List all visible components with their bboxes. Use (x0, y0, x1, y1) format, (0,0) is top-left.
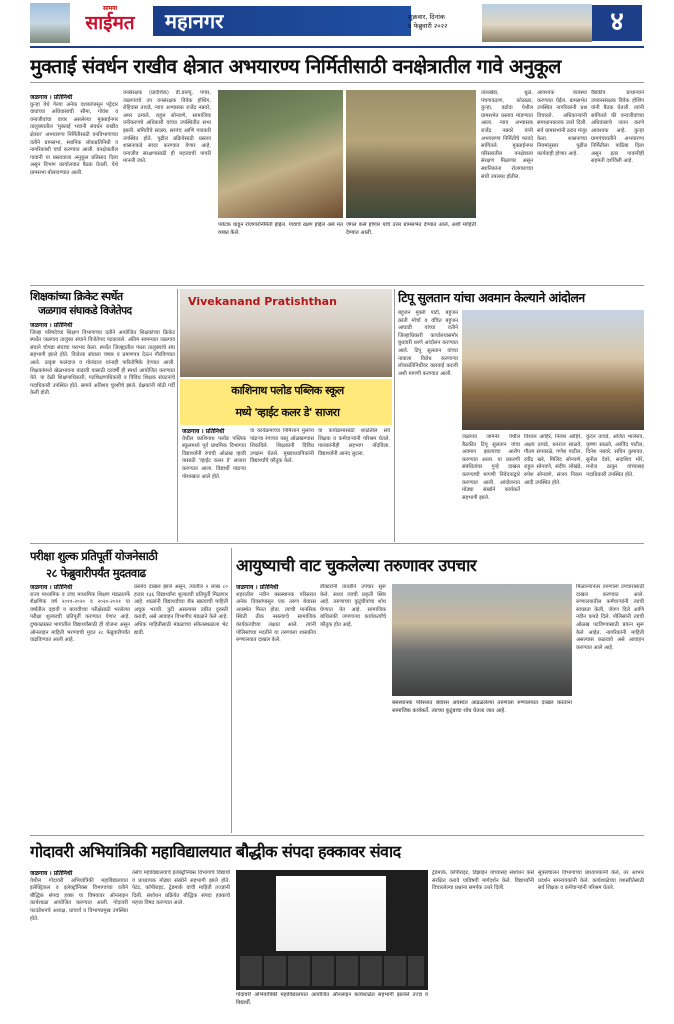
story5-col1 (30, 584, 130, 830)
story7-col1 (30, 870, 128, 1020)
story4-col2 (462, 434, 520, 540)
story6-col3 (576, 584, 644, 830)
story6-col2-text: डॉक्टरांनी तातडीने उपचार सुरू केले. सध्या त्याची प्रकृती स्थिर आहे. तरुणाच्या कुटुंबीयांचा शोध घेण्यात येत आहे. सामाजिक बांधिलकी जपणाऱ्या कार्यकर्त्यांचे कौतुक होत आहे. (320, 584, 386, 628)
story3-banner-text: Vivekanand Pratishthan (188, 295, 337, 308)
story2-body-text: जिल्हा परिषदेच्या शिक्षण विभागाच्या वतीने आयोजित शिक्षकांच्या क्रिकेट स्पर्धेत जळगाव तालुका संघाने विजेतेपद पटकावले. अंतिम सामन्यात जळगाव संघाने चोपडा संघाचा पराभव केला. स्पर्धेत जिल्ह्यातील पंधरा तालुक्यांचे संघ सहभागी झाले होते. विजेत्या संघाला चषक व प्रमाणपत्र देऊन गौरविण्यात आले. उत्कृष्ट फलंदाज व गोलंदाज यांनाही पारितोषिके देण्यात आली. शिक्षकांमध्ये खेळभावना वाढावी यासाठी दरवर्षी ही स्पर्धा आयोजित करण्यात येते. या वेळी शिक्षणाधिकारी, गटशिक्षणाधिकारी व विविध शिक्षक संघटनांचे पदाधिकारी उपस्थित होते. सामने अतिशय चुरशीचे झाले. प्रेक्षकांनी मोठी गर्दी केली होती. (30, 329, 175, 397)
story1-col3-text: तालखेडा, धुळे, पंचगावठाण, कोठाळा, कुऱ्हा, वढोदा येथील ग्रामसभेत प्रस्ताव मांडण्यात आला. न्याय अभ्यासक राजेंद्र नन्नवरे यांनी अभयारण्य निर्मितीचे फायदे सांगितले. मुक्ताईनगर परिसरातील वनक्षेत्राला संरक्षण मिळणार असून स्थानिकांना रोजगाराच्या संधी उपलब्ध होतील. (481, 90, 533, 180)
masthead-left-photo (30, 3, 70, 43)
story6-col1 (236, 584, 316, 830)
story1-col1-text: कुऱ्हा येथे गेल्या अनेक दशकांपासून पट्टेदार वाघांच्या अधिवासाची सीमा, गोवंश व वन्यजीवांचा वावर असलेल्या मुक्ताईनगर तालुक्यातील 'मुक्ताई भवानी संवर्धन राखीव क्षेत्रात' अभयारण्य निर्मितीसाठी वनविभागाच्या वतीने ग्रामसभा, स्थानिक लोकप्रतिनिधी व नागरिकांशी चर्चा करण्यात आली. वनक्षेत्रातील गावांनी या प्रस्तावाला अनुकूल प्रतिसाद दिला असून विभाग कार्यालयात बैठक घेतली. येथे ग्रामसभा बोलावण्यात आली. (30, 101, 118, 176)
story1-col3 (481, 90, 533, 280)
story2-headline-line2: जळगाव संघाकडे विजेतेपद (38, 305, 132, 317)
story3-col2 (250, 428, 314, 540)
story7-headline: गोदावरी अभियांत्रिकी महाविद्यालयात बौद्धीक संपदा हक्कावर संवाद (30, 842, 401, 861)
story4-photo (462, 310, 644, 430)
story1-col4 (537, 90, 587, 280)
story1-col4-text: आवश्यक व्यवस्था करण्यात येईल. ग्रामसभेत उपस्थित नागरिकांनी प्रश्न विचारले. अधिकाऱ्यांनी समाधानकारक उत्तरे दिली. सर्व ग्रामसभांनी ठराव मंजूर केला. शासनाच्या नियमांनुसार पुढील कार्यवाही होणार आहे. (537, 90, 587, 157)
story6-dateline: जळगाव । प्रतिनिधी (236, 584, 279, 591)
story4-lead-text: बहुजन मुक्ती पार्टी, बहुजन क्रांती मोर्चा व वंचित बहुजन आघाडी यांच्या वतीने जिल्हाधिकारी कार्यालयासमोर बुधवारी धरणे आंदोलन करण्यात आले. टिपू सुलतान यांच्या नावाला विरोध करणाऱ्या लोकप्रतिनिधींवर कारवाई करावी अशी मागणी करण्यात आली. (398, 310, 458, 377)
story5-headline-line2: २८ फेब्रुवारीपर्यंत मुदतवाढ (46, 566, 146, 580)
story6-photo-caption: बसस्थानक परिसरात बेवारस अवस्थेत आढळलेल्या तरुणाला रुग्णालयात दाखल करताना सामाजिक कार्यकर्ते. त्याच्या कुटुंबाचा शोध घेतला जात आहे. (392, 700, 572, 714)
masthead-date (408, 12, 493, 30)
story2-headline-line1: शिक्षकांच्या क्रिकेट स्पर्धेत (30, 290, 123, 303)
story2-dateline: जळगाव । प्रतिनिधी (30, 322, 73, 329)
story4-bottom-rule (30, 543, 644, 544)
masthead (0, 0, 674, 47)
story7-col3 (432, 870, 534, 1020)
story1-col1 (30, 94, 118, 280)
story1-col5 (591, 90, 644, 280)
story7-slide (276, 876, 386, 951)
story4-headline: टिपू सुलतान यांचा अवमान केल्याने आंदोलन (398, 290, 585, 305)
story5-divider (231, 548, 232, 833)
story1-photo2-caption: जंगल कसे होणार यांचे उत्तर ग्रामसभेत देण्यात आले, अशी माहिती देण्यात आली. (346, 222, 476, 236)
story6-headline: आयुष्याची वाट चुकलेल्या तरुणावर उपचार (236, 556, 477, 575)
story3-col1 (182, 428, 246, 540)
story7-screenshot (236, 870, 428, 990)
story5-dateline: जळगाव । प्रतिनिधी (30, 584, 73, 591)
story3-headline-line2: मध्ये 'व्हाईट कलर डे' साजरा (235, 406, 340, 419)
story1-photo-meeting (218, 90, 343, 218)
story6-col3-text: मिळाल्यानंतर तरुणाला उपचारासाठी दाखल करण्यात आले. रुग्णालयातील कर्मचाऱ्यांनी त्याची स्वच्छता केली, जेवण दिले आणि नवीन कपडे दिले. पोलिसांनी त्याची ओळख पटविण्यासाठी प्रयत्न सुरू केले आहेत. नागरिकांनी माहिती असल्यास कळवावे असे आवाहन करण्यात आले आहे. (576, 584, 644, 651)
masthead-right-photo (482, 4, 592, 42)
story3-col1-text: येथील काशिनाथ पलोड पब्लिक स्कूलमध्ये पूर्व प्राथमिक विभागात विद्यार्थ्यांनी रंगांची ओळख व्हावी यासाठी 'व्हाईट कलर डे' साजरा करण्यात आला. विद्यार्थी पांढऱ्या पोशाखात आले होते. (182, 435, 246, 480)
story6-photo (392, 584, 572, 696)
date-line1: शुक्रवार, दिनांक (408, 13, 445, 21)
story7-tile-strip (240, 956, 424, 986)
story2-body (30, 322, 175, 540)
story4-col3 (524, 434, 582, 540)
story1-bottom-rule (30, 285, 644, 286)
story1-col5-text: वैद्यकीय प्राधान्याने उपवनसंरक्षक विवेक होशिंग यांनी बैठक घेतली. त्यांनी सांगितले की वन्यजीवांच्या अधिवासाचे जतन करणे आवश्यक आहे. कुऱ्हा ग्रामपंचायतीने अभयारण्य निर्मितीला पाठिंबा दिला असून इतर गावांनीही सहमती दर्शविली आहे. (591, 90, 644, 165)
story3-col3-text: या कार्यक्रमासाठी शाळेतील सर्व शिक्षक व कर्मचाऱ्यांनी परिश्रम घेतले. पालकांनीही सहभाग नोंदविला. विद्यार्थ्यांनी आनंद लुटला. (318, 428, 390, 457)
story4-col4-text: कुंदन तायडे, अजित भालेराव, कृष्णा साळवे, अरविंद पाटील, दिनेश नन्नवरे, सचिन कुमावत, सुनील देवरे, सदाशिव मोरे, मनोज ठाकूर यांच्यासह पदाधिकारी उपस्थित होते. (586, 434, 644, 478)
story7-col2 (132, 870, 230, 1020)
story7-col1-text: येथील गोदावरी अभियांत्रिकी महाविद्यालयात इलेक्ट्रिकल व इलेक्ट्रॉनिक्स विभागाच्या वतीने बौद्धिक संपदा हक्क या विषयावर ऑनलाइन कार्यशाळा आयोजित करण्यात आली. गोदावरी फाउंडेशनचे अध्यक्ष, प्राचार्य व विभागप्रमुख उपस्थित होते. (30, 877, 128, 922)
story5-headline-line1: परीक्षा शुल्क प्रतिपूर्ती योजनेसाठी (30, 549, 158, 563)
story4-lead (398, 310, 458, 540)
page-number: ४ (610, 7, 624, 37)
story5-col1-text: राज्य माध्यमिक व उच्च माध्यमिक शिक्षण मंडळातर्फे शैक्षणिक वर्ष २०१९-२०२० व २०२०-२०२१ या वर्षांतील दहावी व बारावीच्या परीक्षेसाठी भरलेल्या परीक्षा शुल्काची प्रतिपूर्ती करण्यात येणार आहे. दुष्काळग्रस्त भागातील विद्यार्थ्यांसाठी ही योजना असून ऑनलाइन माहिती भरण्याची मुदत २८ फेब्रुवारीपर्यंत वाढविण्यात आली आहे. (30, 591, 130, 644)
story3-headline-line1: काशिनाथ पलोड पब्लिक स्कूल (231, 384, 344, 397)
masthead-logo (70, 4, 150, 40)
story1-photo1-caption: पर्यटक धाडून रोजगारनिर्मिती होईल. गावाचे रक्षण होईल असे मत व्यक्त केले. (218, 222, 343, 236)
story6-col2 (320, 584, 386, 830)
story4-col3-text: विशाल आहिरे, निलेश आहिरे, अक्षय तायडे, धनराज साळवे, गौतम सपकाळे, गणेश पाटील, रवींद्र खरे, मिलिंद सोनवणे, राहुल सोनवणे, संदीप लोखंडे, रुपेश सोनवणे, संजय निकम आदी उपस्थित होते. (524, 434, 582, 486)
story1-photo-audience (346, 90, 476, 218)
story7-col2-text: तसेच महाविद्यालयाचे इलेक्ट्रॉनिक्स विभागाचे विद्यार्थी व प्राध्यापक मोठ्या संख्येने सहभागी झाले होते. पेटंट, कॉपीराइट, ट्रेडमार्क यांची माहिती तज्ज्ञांनी दिली. संशोधन प्रक्रियेत बौद्धिक संपदा हक्काचे महत्त्व विषद करण्यात आले. (132, 870, 230, 907)
story6-col1-text: शहरातील नवीन बसस्थानक परिसरात अनेक दिवसांपासून एक तरुण बेवारस अवस्थेत फिरत होता. त्याची मानसिक स्थिती ठीक नसल्याचे सामाजिक कार्यकर्त्यांच्या लक्षात आले. त्यांनी पोलिसांच्या मदतीने या तरुणाला शासकीय रुग्णालयात दाखल केले. (236, 591, 316, 644)
story7-col4 (538, 870, 644, 1020)
story3-col3 (318, 428, 390, 540)
story5-col2 (134, 584, 228, 830)
story7-photo-caption: गोदावरी अभियांत्रिकी महाविद्यालयात आयोजित ऑनलाइन कार्यशाळेत सहभागी झालेले तज्ज्ञ व विद्यार्थी. (236, 992, 428, 1006)
story5-col2-text: प्रस्ताव दाखल झाले असून, त्यातील २ लाख ८० हजार १३६ विद्यार्थ्यांना शुल्काची प्रतिपूर्ती मिळणार आहे. शाळांनी विद्यार्थ्यांच्या बँक खात्याची माहिती अचूक भरावी. त्रुटी असल्यास त्वरित दुरुस्ती करावी, असे आवाहन विभागीय मंडळाने केले आहे. अधिक माहितीसाठी मंडळाच्या संकेतस्थळाला भेट द्यावी. (134, 584, 228, 636)
story3-dateline: जळगाव । प्रतिनिधी (182, 428, 225, 435)
section-title: महानगर (165, 9, 224, 33)
story2-divider (177, 289, 178, 542)
story6-bottom-rule (30, 835, 644, 836)
logo-main-text: साईमत (85, 12, 135, 34)
story1-col2-text: वनसंरक्षक (प्रादेशिक) डी.डब्ल्यू. पगार, जळगावचे उप वनसंरक्षक विवेक होशिंग, रोहिदास तायडे, न्याय अभ्यासक राजेंद्र नन्नवरे, अमर ठमाले, राहुल सोनवणे, सामाजिक वनीकरणचे अधिकारी यांच्या उपस्थितीत सभा झाली. समितीचे सदस्य, सरपंच आणि गावकरी उपस्थित होते. पुढील प्रक्रियेसाठी प्रस्ताव शासनाकडे सादर करण्यात येणार आहे. वन्यजीव संरक्षणासाठी ही महत्त्वाची पायरी मानली जाते. (123, 90, 211, 165)
masthead-rule (30, 46, 644, 48)
story1-top-rule (30, 82, 644, 83)
story1-dateline: जळगाव । प्रतिनिधी (30, 94, 73, 101)
story1-headline: मुक्ताई संवर्धन राखीव क्षेत्रात अभयारण्य निर्मितीसाठी वनक्षेत्रातील गावे अनुकूल (30, 55, 561, 78)
logo-top-text: सामना (102, 5, 118, 12)
date-line2: ४ फेब्रुवारी २०२२ (408, 22, 448, 30)
story3-col2-text: या कार्यक्रमाच्या निमित्ताने मुलांना पांढऱ्या रंगाच्या वस्तू ओळखण्यास शिकविले. शिक्षकांनी विविध उपक्रम घेतले. मुख्याध्यापिकांनी विद्यार्थ्यांचे कौतुक केले. (250, 428, 314, 465)
story7-dateline: जळगाव । प्रतिनिधी (30, 870, 73, 877)
story7-col4-text: सूत्रसंचालन विभागाच्या प्राध्यापकांनी केले, तर आभार प्रदर्शन समन्वयकांनी केले. कार्यशाळेच्या यशस्वीतेसाठी सर्व शिक्षक व कर्मचाऱ्यांनी परिश्रम घेतले. (538, 870, 644, 892)
story4-col2-text: जळगाव जामनेर येथील बैठकीत टिपू सुलतान यांचा अवमान झाल्याचा आरोप करण्यात आला. या प्रकरणी संबंधितांवर गुन्हे दाखल करण्याची मागणी निवेदनाद्वारे करण्यात आली. आंदोलनात मोठ्या संख्येने कार्यकर्ते सहभागी झाले. (462, 434, 520, 501)
story3-divider (394, 289, 395, 542)
story3-photo (180, 289, 392, 377)
story4-col4 (586, 434, 644, 540)
story7-col3-text: ट्रेडमार्क, कॉपीराइट, डिझाइन यांच्यासह संशोधन कसे संरक्षित करावे याविषयी मार्गदर्शन केले. विद्यार्थ्यांनी विचारलेल्या प्रश्नांना समर्पक उत्तरे दिली. (432, 870, 534, 892)
story1-col2 (123, 90, 211, 280)
